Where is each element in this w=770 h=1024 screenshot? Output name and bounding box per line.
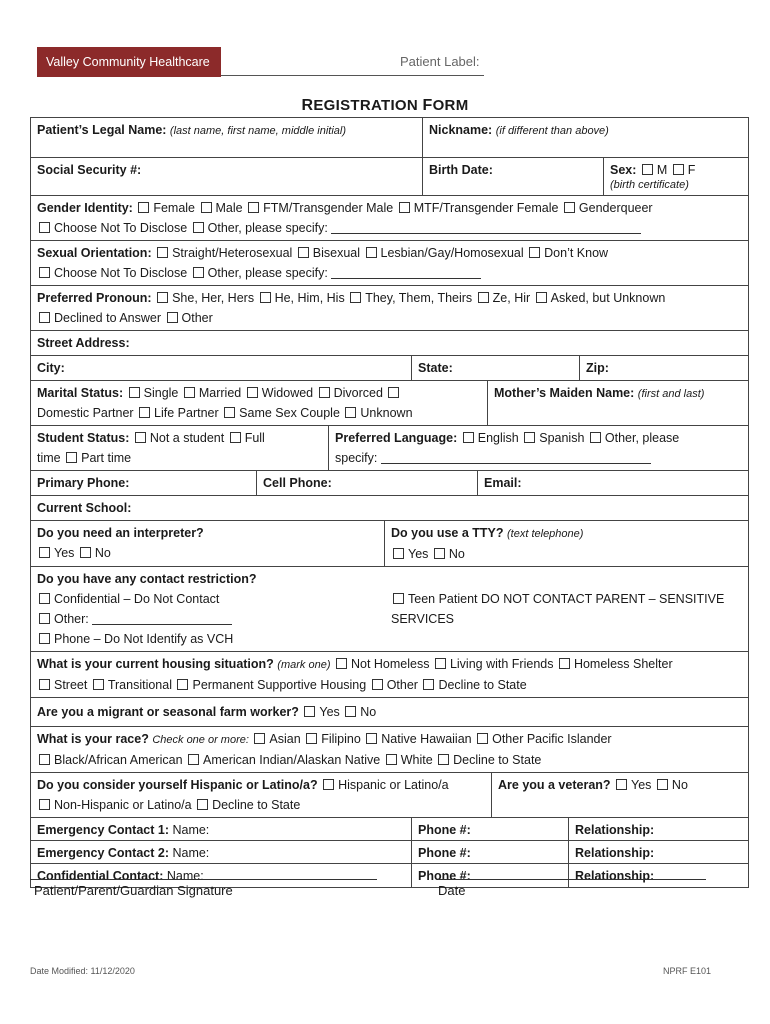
school-row (31, 496, 748, 521)
email-field[interactable]: Email: (484, 476, 522, 490)
checkbox[interactable] (39, 593, 50, 604)
migrant-field: Are you a migrant or seasonal farm worker? Yes No (37, 705, 377, 719)
contact-name-field[interactable]: Confidential Contact: Name: (31, 864, 412, 887)
housing-row (31, 652, 748, 698)
checkbox[interactable] (564, 202, 575, 213)
checkbox[interactable] (386, 754, 397, 765)
interpreter-field: Do you need an interpreter? Yes No (31, 521, 385, 566)
checkbox[interactable] (323, 779, 334, 790)
checkbox[interactable] (306, 733, 317, 744)
checkbox[interactable] (388, 387, 399, 398)
contact-phone-field[interactable]: Phone #: (412, 841, 569, 863)
pronoun-field: Preferred Pronoun: She, Her, Hers He, Him, His They, Them, Theirs Ze, Hir Asked, but Unknown Declined to Answer Other (37, 291, 666, 325)
checkbox[interactable] (657, 779, 668, 790)
checkbox[interactable] (434, 548, 445, 559)
checkbox[interactable] (177, 679, 188, 690)
checkbox[interactable] (399, 202, 410, 213)
checkbox[interactable] (80, 547, 91, 558)
contact-restriction-field: Do you have any contact restriction? Confidential – Do Not Contact Other: Phone – Do Not Identify as VCH Teen Patient DO NOT CONTACT PARENT – SENSITIVE SERVICES (37, 572, 725, 646)
checkbox[interactable] (157, 292, 168, 303)
specify-line[interactable] (331, 265, 481, 279)
student-status-field: Student Status: Not a student Full time Part time (31, 426, 329, 470)
gender-row (31, 196, 748, 241)
registration-form (30, 117, 749, 888)
veteran-field: Are you a veteran? Yes No (498, 778, 688, 792)
checkbox[interactable] (139, 407, 150, 418)
checkbox[interactable] (129, 387, 140, 398)
primary-phone-field[interactable]: Primary Phone: (31, 471, 257, 495)
date-label: Date (438, 883, 466, 898)
emergency-contact-2-row (31, 841, 748, 864)
checkbox[interactable] (167, 312, 178, 323)
checkbox[interactable] (93, 679, 104, 690)
checkbox[interactable] (345, 407, 356, 418)
specify-line[interactable] (92, 611, 232, 625)
date-line[interactable] (438, 879, 706, 880)
pronoun-row (31, 286, 748, 331)
maiden-name-field[interactable]: Mother’s Maiden Name: (first and last) (494, 386, 705, 400)
checkbox[interactable] (39, 799, 50, 810)
contact-relationship-field[interactable]: Relationship: (575, 869, 655, 883)
hispanic-field: Do you consider yourself Hispanic or Latino/a? Hispanic or Latino/a Non-Hispanic or Latino/a Decline to State (31, 773, 492, 817)
signature-label: Patient/Parent/Guardian Signature (34, 883, 233, 898)
emergency-contact-1-row (31, 818, 748, 841)
city-row (31, 356, 748, 381)
patient-label: Patient Label: (400, 54, 480, 69)
name-row (31, 118, 748, 158)
gender-identity-field: Gender Identity: Female Male FTM/Transgender Male MTF/Transgender Female Genderqueer Choose Not To Disclose Other, please specify: (37, 201, 653, 235)
checkbox[interactable] (559, 658, 570, 669)
signature-line[interactable] (30, 879, 377, 880)
checkbox[interactable] (616, 779, 627, 790)
checkbox[interactable] (393, 593, 404, 604)
interpreter-row (31, 521, 748, 567)
street-address-field[interactable]: Street Address: (37, 336, 130, 350)
checkbox[interactable] (254, 733, 265, 744)
current-school-field[interactable]: Current School: (37, 501, 132, 515)
checkbox[interactable] (336, 658, 347, 669)
checkbox[interactable] (197, 799, 208, 810)
checkbox[interactable] (39, 222, 50, 233)
date-modified: Date Modified: 11/12/2020 (30, 966, 135, 976)
street-row (31, 331, 748, 356)
form-code: NPRF E101 (663, 966, 712, 976)
checkbox[interactable] (298, 247, 309, 258)
zip-field[interactable]: Zip: (586, 361, 609, 375)
race-row (31, 727, 748, 773)
specify-line[interactable] (381, 450, 651, 464)
checkbox[interactable] (39, 312, 50, 323)
label-line (221, 75, 484, 76)
checkbox[interactable] (188, 754, 199, 765)
checkbox[interactable] (423, 679, 434, 690)
checkbox[interactable] (463, 432, 474, 443)
checkbox[interactable] (39, 613, 50, 624)
checkbox[interactable] (138, 202, 149, 213)
checkbox[interactable] (590, 432, 601, 443)
nickname-field[interactable]: Nickname: (if different than above) (429, 123, 609, 137)
checkbox[interactable] (39, 547, 50, 558)
checkbox[interactable] (201, 202, 212, 213)
checkbox[interactable] (366, 733, 377, 744)
sex-field: Sex: M F (birth certificate) (610, 163, 696, 191)
checkbox[interactable] (673, 164, 684, 175)
checkbox[interactable] (536, 292, 547, 303)
checkbox[interactable] (366, 247, 377, 258)
checkbox[interactable] (524, 432, 535, 443)
checkbox[interactable] (529, 247, 540, 258)
checkbox[interactable] (248, 202, 259, 213)
checkbox[interactable] (438, 754, 449, 765)
checkbox[interactable] (224, 407, 235, 418)
checkbox[interactable] (350, 292, 361, 303)
marital-row (31, 381, 748, 426)
checkbox[interactable] (39, 267, 50, 278)
phone-row (31, 471, 748, 496)
hispanic-row (31, 773, 748, 818)
checkbox[interactable] (193, 267, 204, 278)
migrant-row (31, 698, 748, 727)
student-row (31, 426, 748, 471)
city-field[interactable]: City: (31, 356, 412, 380)
checkbox[interactable] (39, 633, 50, 644)
checkbox[interactable] (319, 387, 330, 398)
tty-field: Do you use a TTY? (text telephone) Yes No (391, 526, 584, 561)
legal-name-field[interactable]: Patient’s Legal Name: (last name, first name, middle initial) (31, 118, 423, 157)
ssn-field[interactable]: Social Security #: (31, 158, 423, 195)
contact-name-field[interactable]: Emergency Contact 2: Name: (31, 841, 412, 863)
checkbox[interactable] (260, 292, 271, 303)
marital-status-field: Marital Status: Single Married Widowed Divorced Domestic Partner Life Partner Same Sex Couple Unknown (31, 381, 488, 425)
checkbox[interactable] (477, 733, 488, 744)
ssn-row (31, 158, 748, 196)
checkbox[interactable] (184, 387, 195, 398)
cell-phone-field[interactable]: Cell Phone: (257, 471, 478, 495)
housing-field: What is your current housing situation? (mark one) Not Homeless Living with Friends Homeless Shelter Street Transitional Permanent Supportive Housing Other Decline to State (37, 657, 673, 692)
checkbox[interactable] (642, 164, 653, 175)
race-field: What is your race? Check one or more: Asian Filipino Native Hawaiian Other Pacific Islander Black/African American American Indian/Alaskan Native White Decline to State (37, 732, 612, 767)
orientation-row (31, 241, 748, 286)
state-field[interactable]: State: (412, 356, 580, 380)
checkbox[interactable] (435, 658, 446, 669)
checkbox[interactable] (39, 679, 50, 690)
contact-phone-field[interactable]: Phone #: (412, 818, 569, 840)
specify-line[interactable] (331, 220, 641, 234)
checkbox[interactable] (372, 679, 383, 690)
checkbox[interactable] (230, 432, 241, 443)
contact-name-field[interactable]: Emergency Contact 1: Name: (31, 818, 412, 840)
contact-relationship-field[interactable]: Relationship: (575, 823, 655, 837)
contact-phone-field[interactable]: Phone #: (412, 864, 569, 887)
contact-relationship-field[interactable]: Relationship: (575, 846, 655, 860)
preferred-language-field: Preferred Language: English Spanish Other, please specify: (335, 431, 680, 465)
birth-date-field[interactable]: Birth Date: (423, 158, 604, 195)
org-name-banner: Valley Community Healthcare (37, 47, 221, 77)
checkbox[interactable] (304, 706, 315, 717)
checkbox[interactable] (478, 292, 489, 303)
sexual-orientation-field: Sexual Orientation: Straight/Heterosexual Bisexual Lesbian/Gay/Homosexual Don’t Know Choose Not To Disclose Other, please specify: (37, 246, 609, 280)
checkbox[interactable] (393, 548, 404, 559)
restriction-row (31, 567, 748, 652)
checkbox[interactable] (66, 452, 77, 463)
form-title: REGISTRATION FORM (301, 97, 469, 114)
checkbox[interactable] (39, 754, 50, 765)
checkbox[interactable] (247, 387, 258, 398)
checkbox[interactable] (157, 247, 168, 258)
checkbox[interactable] (193, 222, 204, 233)
checkbox[interactable] (345, 706, 356, 717)
checkbox[interactable] (135, 432, 146, 443)
